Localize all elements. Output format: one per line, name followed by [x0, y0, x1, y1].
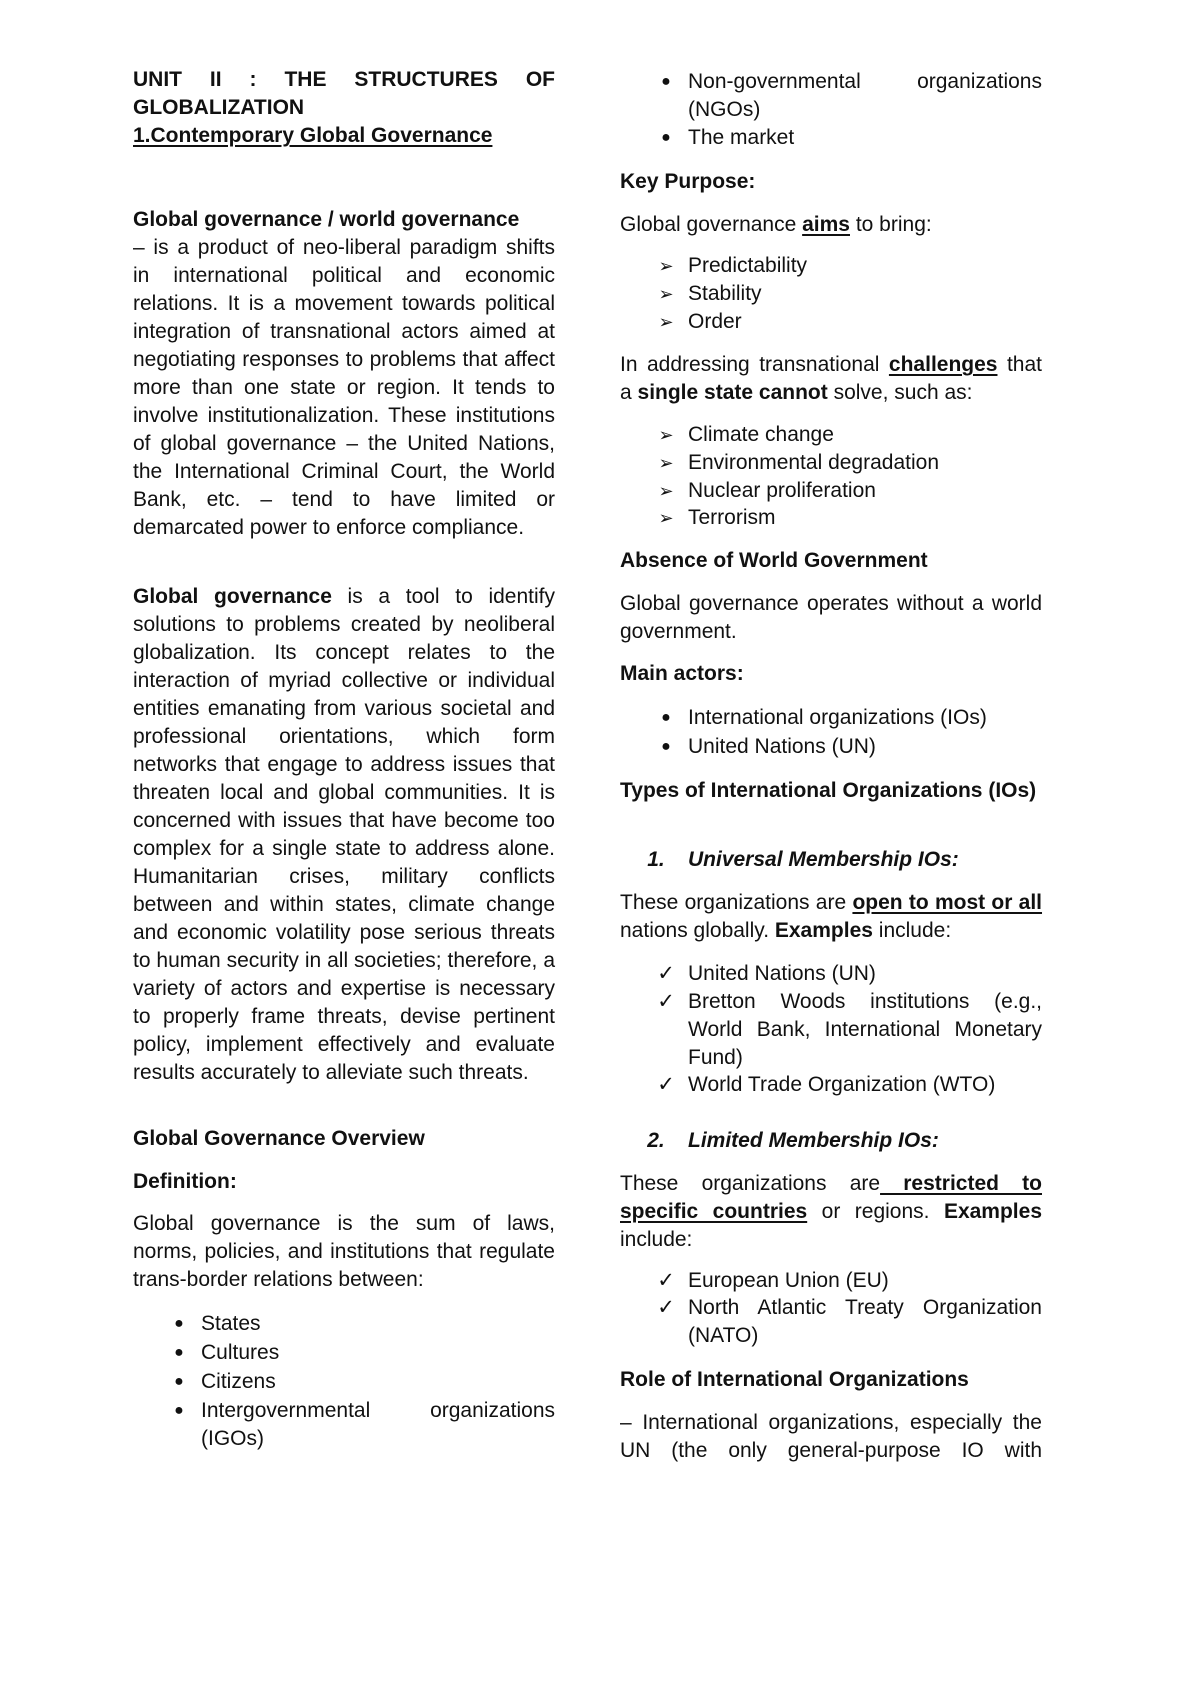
bullet-icon: ●	[174, 1402, 184, 1419]
arrow-icon: ➢	[658, 256, 674, 276]
list-item: ● The market	[620, 124, 1042, 152]
tool-text: is a tool to identify solutions to problems created by neoliberal globalization. Its concept relates to the interaction of myriad collective or individual entities emanating from various societal and professional orientations, which form networks that engage to address issues that threaten local and global communities. It is concerned with issues that have become too complex for a single state to address alone. Humanitarian crises, military conflicts between and within states, climate change and economic volatility pose serious threats to human security in all societies; therefore, a variety of actors and expertise is necessary to properly frame threats, devise pertinent policy, implement effectively and evaluate results accurately to alleviate such threats.	[133, 585, 555, 1084]
arrow-icon: ➢	[658, 481, 674, 501]
list-item: ➢ Predictability	[620, 252, 1042, 280]
list-item: ● Intergovernmental organizations (IGOs)	[133, 1397, 555, 1453]
limited-heading: 2. Limited Membership IOs:	[647, 1129, 939, 1152]
bullet-icon: ●	[661, 129, 671, 146]
definition-paragraph: Global governance is the sum of laws, norms, policies, and institutions that regulate trans-border relations between:	[133, 1212, 555, 1291]
actors-heading: Main actors:	[620, 662, 744, 685]
list-item: ➢ Order	[620, 308, 1042, 336]
section-heading: 1.Contemporary Global Governance	[133, 124, 493, 147]
arrow-icon: ➢	[658, 312, 674, 332]
check-icon: ✓	[657, 1296, 675, 1319]
arrow-icon: ➢	[658, 284, 674, 304]
list-item: ✓ United Nations (UN)	[620, 960, 1042, 988]
check-icon: ✓	[657, 962, 675, 985]
list-item: ● Non-governmental organizations (NGOs)	[620, 68, 1042, 124]
bullet-icon: ●	[661, 738, 671, 755]
list-item: ● States	[133, 1310, 555, 1338]
check-icon: ✓	[657, 990, 675, 1013]
list-item: ➢ Terrorism	[620, 504, 1042, 532]
bullet-icon: ●	[661, 709, 671, 726]
list-item: ● International organizations (IOs)	[620, 704, 1042, 732]
list-item: ✓ Bretton Woods institutions (e.g., World Bank, International Monetary Fund)	[620, 988, 1042, 1072]
limited-paragraph: These organizations are restricted to specific countries or regions. Examples include:	[620, 1172, 1042, 1251]
list-item: ➢ Stability	[620, 280, 1042, 308]
universal-paragraph: These organizations are open to most or all nations globally. Examples include:	[620, 891, 1043, 942]
key-purpose-heading: Key Purpose:	[620, 170, 756, 193]
absence-paragraph: Global governance operates without a world government.	[620, 592, 1042, 643]
bullet-icon: ●	[174, 1344, 184, 1361]
list-item: ➢ Environmental degradation	[620, 449, 1042, 477]
arrow-icon: ➢	[658, 453, 674, 473]
bullet-icon: ●	[174, 1373, 184, 1390]
universal-heading: 1. Universal Membership IOs:	[647, 848, 959, 871]
arrow-icon: ➢	[658, 508, 674, 528]
aims-paragraph: Global governance aims to bring:	[620, 213, 932, 236]
list-item: ✓ European Union (EU)	[620, 1267, 1042, 1295]
challenges-paragraph: In addressing transnational challenges that a single state cannot solve, such as:	[620, 353, 1042, 404]
role-paragraph: – International organizations, especially the UN (the only general-purpose IO with	[620, 1411, 1042, 1462]
list-item: ✓ World Trade Organization (WTO)	[620, 1071, 1042, 1099]
bullet-icon: ●	[174, 1315, 184, 1332]
check-icon: ✓	[657, 1269, 675, 1292]
definition-heading: Definition:	[133, 1170, 237, 1193]
list-item: ➢ Climate change	[620, 421, 1042, 449]
arrow-icon: ➢	[658, 425, 674, 445]
types-heading: Types of International Organizations (IOs)	[620, 779, 1037, 802]
list-item: ● Citizens	[133, 1368, 555, 1396]
tool-bold: Global governance	[133, 585, 332, 608]
absence-heading: Absence of World Government	[620, 549, 928, 572]
role-heading: Role of International Organizations	[620, 1368, 969, 1391]
unit-title: UNIT II : THE STRUCTURES OF GLOBALIZATION	[133, 68, 555, 119]
list-item: ● Cultures	[133, 1339, 555, 1367]
bullet-icon: ●	[661, 73, 671, 90]
overview-heading: Global Governance Overview	[133, 1127, 425, 1150]
gg-paragraph: – is a product of neo-liberal paradigm shifts in international political and economic relations. It is a movement towards political integration of transnational actors aimed at negotiating responses to problems that affect more than one state or region. It tends to involve institutionalization. These institutions of global governance – the United Nations, the International Criminal Court, the World Bank, etc. – tend to have limited or demarcated power to enforce compliance.	[133, 236, 555, 539]
list-item: ➢ Nuclear proliferation	[620, 477, 1042, 505]
list-item: ● United Nations (UN)	[620, 733, 1042, 761]
check-icon: ✓	[657, 1073, 675, 1096]
gg-heading: Global governance / world governance	[133, 208, 520, 231]
tool-paragraph	[133, 583, 555, 1087]
list-item: ✓ North Atlantic Treaty Organization (NATO)	[620, 1294, 1042, 1350]
